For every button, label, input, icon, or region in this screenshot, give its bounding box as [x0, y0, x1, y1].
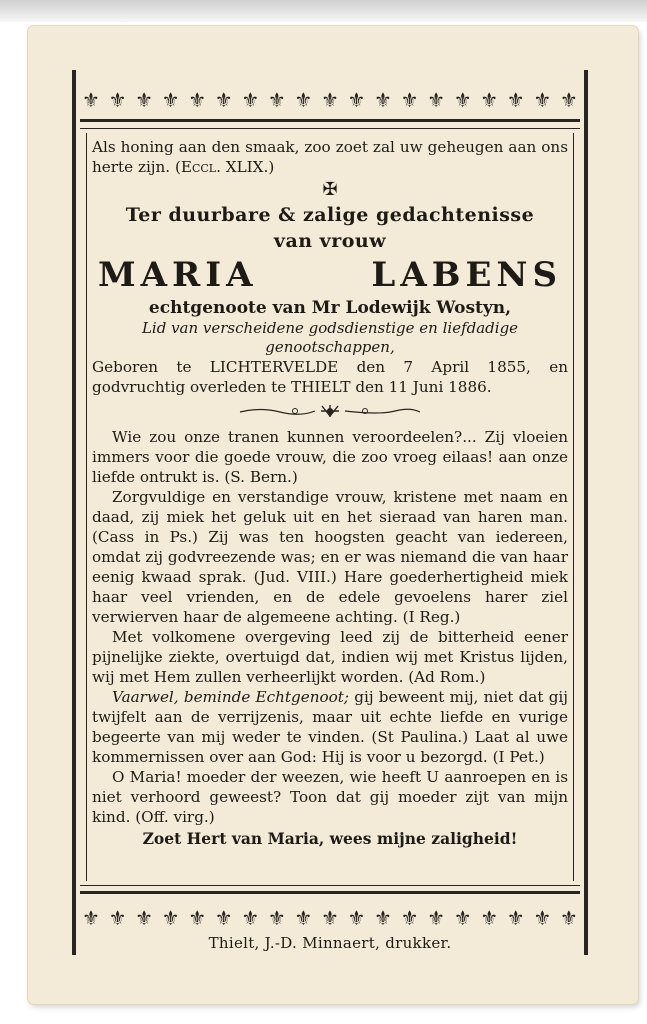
closing-invocation: Zoet Hert van Maria, wees mijne zaligheid! — [142, 829, 518, 848]
fleur-de-lis-icon: ⚜ — [188, 906, 207, 930]
fleur-de-lis-icon: ⚜ — [374, 906, 392, 930]
top-ornament-border — [80, 84, 580, 116]
fleur-de-lis-icon: ⚜ — [241, 906, 260, 930]
epigraph: Als honing aan den smaak, zoo zoet zal uw geheugen aan ons herte zijn. (Eccl. XLIX.) — [92, 138, 568, 176]
fleur-de-lis-icon: ⚜ — [533, 906, 552, 930]
right-border-rail — [584, 70, 588, 955]
fleur-de-lis-icon: ⚜ — [320, 906, 339, 930]
fleur-de-lis-icon: ⚜ — [506, 88, 525, 112]
fleur-de-lis-icon: ⚜ — [480, 88, 499, 112]
bottom-rule-thin — [80, 885, 580, 886]
fleur-de-lis-icon: ⚜ — [559, 906, 578, 930]
fleur-de-lis-icon: ⚜ — [453, 906, 472, 930]
first-name: MARIA — [98, 255, 258, 295]
fleur-de-lis-icon: ⚜ — [241, 88, 260, 112]
farewell-phrase: Vaarwel, beminde Echtgenoot; — [112, 688, 350, 706]
fleur-de-lis-icon: ⚜ — [400, 88, 419, 112]
bottom-rule-thick — [80, 891, 580, 894]
bottom-ornament-border — [80, 902, 580, 934]
fleur-de-lis-icon: ⚜ — [347, 88, 366, 112]
fleur-de-lis-icon: ⚜ — [82, 906, 100, 930]
fleur-de-lis-icon: ⚜ — [533, 88, 552, 112]
fleur-de-lis-icon: ⚜ — [108, 906, 127, 930]
spouse-line: echtgenoote van Mr Lodewijk Wostyn, — [148, 298, 512, 318]
fleur-de-lis-icon: ⚜ — [108, 88, 127, 112]
paragraph-5: O Maria! moeder der weezen, wie heeft U aanroepen en is niet verhoord geweest? Toon dat gij moeder zijt van mijn kind. (Off. virg.) — [92, 768, 568, 826]
dedication-line-2: van vrouw — [273, 230, 387, 252]
fleur-de-lis-icon: ⚜ — [214, 88, 233, 112]
fleur-de-lis-icon: ⚜ — [320, 88, 339, 112]
fleur-de-lis-icon: ⚜ — [267, 906, 286, 930]
top-rule-thin — [80, 128, 580, 129]
fleur-de-lis-icon: ⚜ — [294, 906, 313, 930]
card-text — [92, 137, 568, 850]
membership-line: Lid van verscheidene godsdienstige en liefdadige genootschappen, — [141, 319, 519, 356]
fleur-de-lis-icon: ⚜ — [559, 88, 578, 112]
dedication-line: Ter duurbare & zalige gedachtenisse — [125, 204, 535, 226]
fleur-de-lis-icon: ⚜ — [82, 88, 100, 112]
fleur-de-lis-icon: ⚜ — [267, 88, 286, 112]
fleur-de-lis-icon: ⚜ — [480, 906, 499, 930]
printer-imprint: Thielt, J.-D. Minnaert, drukker. — [208, 934, 452, 952]
last-name: LABENS — [371, 255, 562, 295]
fleur-de-lis-icon: ⚜ — [427, 88, 446, 112]
paragraph-3: Met volkomene overgeving leed zij de bitterheid eener pijnelijke ziekte, overtuigd dat, indien wij met Kristus lijden, wij met Hem zullen verheerlijkt worden. (Ad Rom.) — [92, 628, 568, 686]
cross-icon: ✠ — [322, 179, 338, 200]
fleur-de-lis-icon: ⚜ — [135, 88, 154, 112]
deceased-name — [92, 255, 568, 295]
fleur-de-lis-icon: ⚜ — [453, 88, 472, 112]
scanner-background — [0, 0, 647, 22]
fleur-de-lis-icon: ⚜ — [427, 906, 446, 930]
fleur-de-lis-icon: ⚜ — [161, 906, 180, 930]
fleur-de-lis-icon: ⚜ — [214, 906, 233, 930]
paragraph-2: Zorgvuldige en verstandige vrouw, kristene met naam en daad, zij miek het geluk uit en het sieraad van haren man. (Cass in Ps.) Zij was ten hoogsten geacht van iedereen, omdat zij godvreezende was; en er was niemand die van haar eenig kwaad sprak. (Jud. VIII.) Hare goederhertigheid miek haar veel vrienden, en de edele gevoelens harer ziel verwierven haar de algemeene achting. (I Reg.) — [92, 488, 568, 626]
paragraph-4: Vaarwel, beminde Echtgenoot; gij beweent mij, niet dat gij twijfelt aan de verrijzenis, maar uit echte liefde en vurige begeerte van mij weder te vinden. (St Paulina.) Laat al uwe kommernissen over aan God: Hij is voor u bezorgd. (I Pet.) — [92, 688, 568, 766]
fleur-de-lis-icon: ⚜ — [506, 906, 525, 930]
top-rule-thick — [80, 119, 580, 122]
fleur-de-lis-icon: ⚜ — [161, 88, 180, 112]
fleur-de-lis-icon: ⚜ — [374, 88, 392, 112]
fleur-de-lis-icon: ⚜ — [347, 906, 366, 930]
fleur-de-lis-icon: ⚜ — [400, 906, 419, 930]
fleur-de-lis-icon: ⚜ — [135, 906, 154, 930]
fleur-de-lis-icon: ⚜ — [188, 88, 207, 112]
birth-death-line: Geboren te LICHTERVELDE den 7 April 1855, en godvruchtig overleden te THIELT den 11 Juni 1886. — [92, 358, 568, 396]
flourish-divider — [92, 403, 568, 419]
paragraph-1: Wie zou onze tranen kunnen veroordeelen?... Zij vloeien immers voor die goede vrouw, die zoo vroeg eilaas! aan onze liefde ontrukt is. (S. Bern.) — [92, 428, 568, 486]
left-border-rail — [72, 70, 76, 955]
fleur-de-lis-icon: ⚜ — [294, 88, 313, 112]
